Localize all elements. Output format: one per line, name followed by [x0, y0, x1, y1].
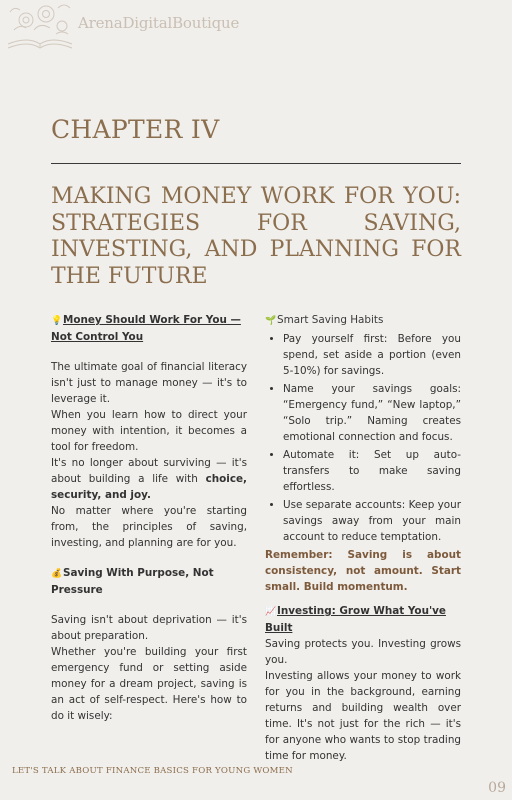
list-item: • Automate it: Set up auto-transfers to make saving effortless.	[283, 447, 461, 495]
left-column	[51, 312, 247, 724]
right-column	[265, 312, 461, 764]
lightbulb-icon: 💡	[51, 316, 63, 326]
floral-book-icon	[0, 0, 80, 52]
brand-name: ArenaDigitalBoutique	[78, 14, 240, 32]
paragraph: No matter where you're starting from, the principles of saving, investing, and planning are for you.	[51, 505, 247, 549]
list-item: • Name your savings goals: “Emergency fund,” “New laptop,” “Solo trip.” Naming creates emotional connection and focus.	[283, 381, 461, 445]
chart-up-icon: 📈	[265, 607, 277, 617]
habits-list	[265, 331, 461, 545]
divider	[51, 163, 461, 164]
paragraph: Whether you're building your first emergency fund or setting aside money for a dream project, saving is an act of self-respect. Here's how to do it wisely:	[51, 646, 247, 722]
paragraph: Saving protects you. Investing grows you.	[265, 638, 461, 666]
remember-note: Remember: Saving is about consistency, not amount. Start small. Build momentum.	[265, 549, 461, 593]
section-heading-money: 💡Money Should Work For You — Not Control You	[51, 314, 241, 343]
seedling-icon: 🌱	[265, 316, 277, 326]
brand-header	[0, 0, 240, 52]
paragraph: The ultimate goal of financial literacy isn't just to manage money — it's to leverage it.	[51, 361, 247, 405]
money-bag-icon: 💰	[51, 569, 63, 579]
paragraph: Saving isn't about deprivation — it's about preparation.	[51, 614, 247, 642]
paragraph: When you learn how to direct your money with intention, it becomes a tool for freedom.	[51, 409, 247, 453]
paragraph: Investing allows your money to work for you in the background, earning returns and building wealth over time. It's not just for the rich — it's for anyone who wants to stop trading time for money.	[265, 670, 461, 762]
page-title: MAKING MONEY WORK FOR YOU: STRATEGIES FOR SAVING, INVESTING, AND PLANNING FOR THE FUTURE	[51, 184, 461, 289]
section-heading-investing: 📈Investing: Grow What You've Built	[265, 605, 446, 634]
page-number: 09	[488, 780, 506, 796]
chapter-label: CHAPTER IV	[51, 115, 220, 144]
list-item: • Pay yourself first: Before you spend, set aside a portion (even 5-10%) for savings.	[283, 331, 461, 379]
footer-text: LET'S TALK ABOUT FINANCE BASICS FOR YOUNG WOMEN	[12, 766, 293, 776]
section-heading-habits: 🌱Smart Saving Habits	[265, 312, 461, 329]
paragraph: It's no longer about surviving — it's about building a life with choice, security, and joy.	[51, 457, 247, 501]
list-item: • Use separate accounts: Keep your savings away from your main account to reduce temptation.	[283, 497, 461, 545]
section-heading-saving: 💰Saving With Purpose, Not Pressure	[51, 567, 214, 596]
